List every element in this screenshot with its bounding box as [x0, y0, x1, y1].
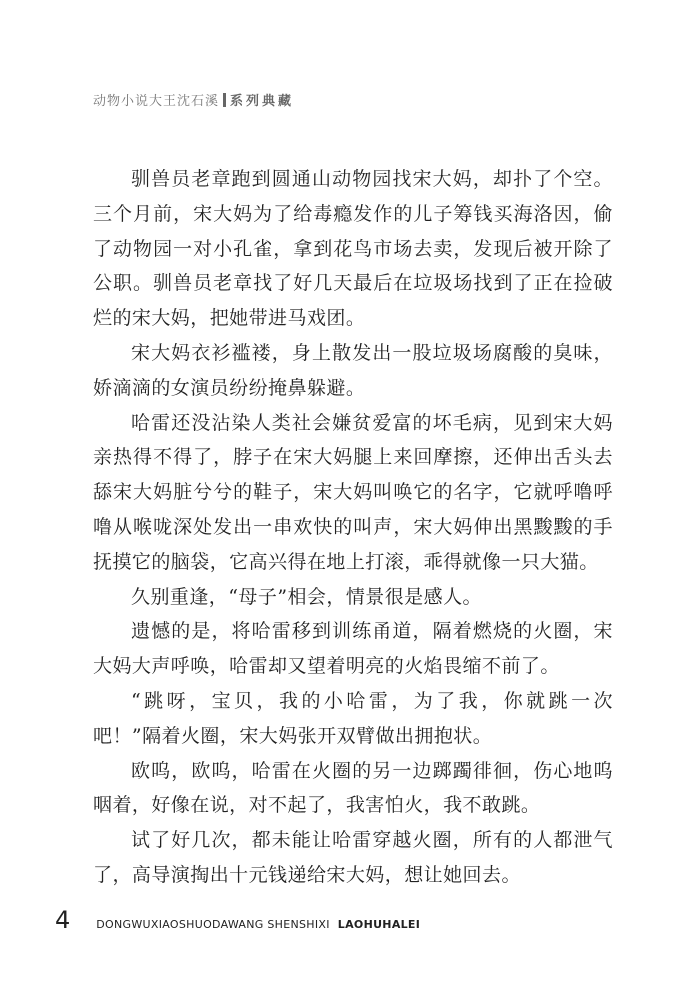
footer-title-pinyin: DONGWUXIAOSHUODAWANG SHENSHIXI: [96, 918, 330, 931]
paragraph: 遗憾的是，将哈雷移到训练甬道，隔着燃烧的火圈，宋大妈大声呼唤，哈雷却又望着明亮的火焰畏缩不前了。: [93, 620, 613, 678]
page-body: [93, 162, 613, 893]
header-divider-bar: [223, 93, 226, 107]
paragraph: 欧呜，欧呜，哈雷在火圈的另一边踯躅徘徊，伤心地呜咽着，好像在说，对不起了，我害怕火，我不敢跳。: [93, 759, 613, 817]
paragraph: 久别重逢，“母子”相会，情景很是感人。: [131, 585, 482, 608]
paragraph: “跳呀，宝贝，我的小哈雷，为了我，你就跳一次吧！”隔着火圈，宋大妈张开双臂做出拥抱状。: [93, 689, 613, 747]
footer-subtitle-pinyin: LAOHUHALEI: [337, 918, 421, 931]
paragraph: 试了好几次，都未能让哈雷穿越火圈，所有的人都泄气了，高导演掏出十元钱递给宋大妈，想让她回去。: [93, 829, 613, 886]
running-footer: [55, 906, 420, 934]
paragraph: 驯兽员老章跑到圆通山动物园找宋大妈，却扑了个空。三个月前，宋大妈为了给毒瘾发作的儿子筹钱买海洛因，偷了动物园一对小孔雀，拿到花鸟市场去卖，发现后被开除了公职。驯兽员老章找了好几天最后在垃圾场找到了正在捡破烂的宋大妈，把她带进马戏团。: [93, 168, 613, 330]
page-number: 4: [55, 906, 71, 934]
header-series-label: 系列典藏: [230, 94, 295, 109]
paragraph: 哈雷还没沾染人类社会嫌贫爱富的坏毛病，见到宋大妈亲热得不得了，脖子在宋大妈腿上来回摩擦，还伸出舌头去舔宋大妈脏兮兮的鞋子，宋大妈叫唤它的名字，它就呼噜呼噜从喉咙深处发出一串欢快的叫声，宋大妈伸出黑黢黢的手抚摸它的脑袋，它高兴得在地上打滚，乖得就像一只大猫。: [93, 411, 613, 573]
running-header: [93, 90, 294, 109]
paragraph: 宋大妈衣衫褴褛，身上散发出一股垃圾场腐酸的臭味，娇滴滴的女演员纷纷掩鼻躲避。: [93, 341, 613, 399]
header-book-title: 动物小说大王沈石溪: [93, 94, 220, 109]
footer-title: [96, 918, 420, 931]
